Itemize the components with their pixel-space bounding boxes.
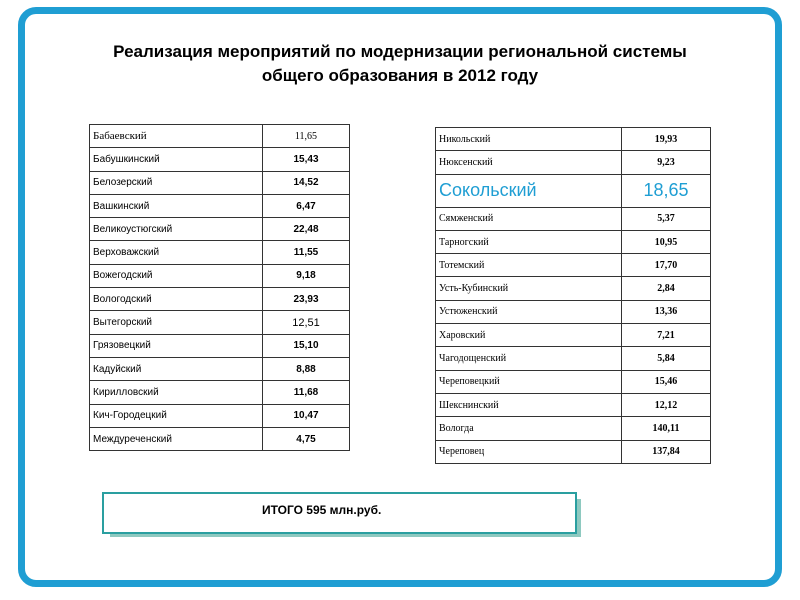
- district-name: Вологодский: [90, 288, 263, 311]
- district-name: Сямженский: [436, 207, 622, 230]
- table-row: [90, 427, 350, 450]
- district-value: 22,48: [263, 218, 350, 241]
- district-name: Вологда: [436, 417, 622, 440]
- table-row: [436, 277, 711, 300]
- district-value: 14,52: [263, 171, 350, 194]
- district-value: 8,88: [263, 357, 350, 380]
- district-name: Бабушкинский: [90, 148, 263, 171]
- district-name: Верховажский: [90, 241, 263, 264]
- district-value: 140,11: [622, 417, 711, 440]
- district-name: Вожегодский: [90, 264, 263, 287]
- table-row: [90, 357, 350, 380]
- district-name: Чагодощенский: [436, 347, 622, 370]
- district-name: Кадуйский: [90, 357, 263, 380]
- district-value: 15,46: [622, 370, 711, 393]
- district-name: Нюксенский: [436, 151, 622, 174]
- table-row: [90, 381, 350, 404]
- district-value: 9,23: [622, 151, 711, 174]
- district-value: 10,47: [263, 404, 350, 427]
- district-name: Кич-Городецкий: [90, 404, 263, 427]
- district-value: 12,12: [622, 393, 711, 416]
- right-district-table: [435, 127, 711, 464]
- district-name: Устюженский: [436, 300, 622, 323]
- table-row: [90, 218, 350, 241]
- district-name: Сокольский: [436, 174, 622, 207]
- table-row: [436, 347, 711, 370]
- table-row: [436, 230, 711, 253]
- table-row: [436, 324, 711, 347]
- district-name: Шекснинский: [436, 393, 622, 416]
- total-label: ИТОГО 595 млн.руб.: [262, 503, 382, 517]
- district-name: Кирилловский: [90, 381, 263, 404]
- district-name: Никольский: [436, 128, 622, 151]
- table-row: [90, 288, 350, 311]
- title-line-1: Реализация мероприятий по модернизации региональной системы: [113, 42, 687, 61]
- district-value: 6,47: [263, 194, 350, 217]
- table-row: [436, 440, 711, 463]
- district-name: Череповец: [436, 440, 622, 463]
- table-row: [436, 300, 711, 323]
- table-row: [90, 148, 350, 171]
- district-name: Тотемский: [436, 254, 622, 277]
- total-box: [102, 492, 577, 534]
- district-value: 12,51: [263, 311, 350, 334]
- table-row: [90, 241, 350, 264]
- table-row: [90, 404, 350, 427]
- district-value: 19,93: [622, 128, 711, 151]
- district-value: 137,84: [622, 440, 711, 463]
- district-name: Усть-Кубинский: [436, 277, 622, 300]
- table-row: [436, 417, 711, 440]
- district-name: Тарногский: [436, 230, 622, 253]
- district-name: Междуреченский: [90, 427, 263, 450]
- district-value: 18,65: [622, 174, 711, 207]
- district-value: 5,37: [622, 207, 711, 230]
- district-value: 7,21: [622, 324, 711, 347]
- table-row: [436, 151, 711, 174]
- district-value: 13,36: [622, 300, 711, 323]
- district-name: Череповецкий: [436, 370, 622, 393]
- table-row: [436, 207, 711, 230]
- title-line-2: общего образования в 2012 году: [261, 66, 539, 85]
- district-value: 15,10: [263, 334, 350, 357]
- table-row: [90, 125, 350, 148]
- district-value: 11,68: [263, 381, 350, 404]
- district-value: 10,95: [622, 230, 711, 253]
- district-value: 2,84: [622, 277, 711, 300]
- district-value: 9,18: [263, 264, 350, 287]
- district-value: 4,75: [263, 427, 350, 450]
- table-row: [436, 393, 711, 416]
- left-district-table: [89, 124, 350, 451]
- district-value: 11,55: [263, 241, 350, 264]
- table-row: [90, 194, 350, 217]
- district-name: Великоустюгский: [90, 218, 263, 241]
- district-name: Белозерский: [90, 171, 263, 194]
- district-value: 17,70: [622, 254, 711, 277]
- page-title: [40, 40, 760, 88]
- district-name: Вытегорский: [90, 311, 263, 334]
- table-row: [90, 334, 350, 357]
- district-name: Харовский: [436, 324, 622, 347]
- district-value: 11,65: [263, 125, 350, 148]
- table-row: [90, 171, 350, 194]
- district-value: 23,93: [263, 288, 350, 311]
- table-row: [436, 128, 711, 151]
- table-row: [90, 311, 350, 334]
- table-row: [436, 370, 711, 393]
- table-row: [436, 254, 711, 277]
- district-value: 5,84: [622, 347, 711, 370]
- district-name: Бабаевский: [90, 125, 263, 148]
- table-row: [90, 264, 350, 287]
- district-value: 15,43: [263, 148, 350, 171]
- district-name: Грязовецкий: [90, 334, 263, 357]
- highlighted-row: [436, 174, 711, 207]
- district-name: Вашкинский: [90, 194, 263, 217]
